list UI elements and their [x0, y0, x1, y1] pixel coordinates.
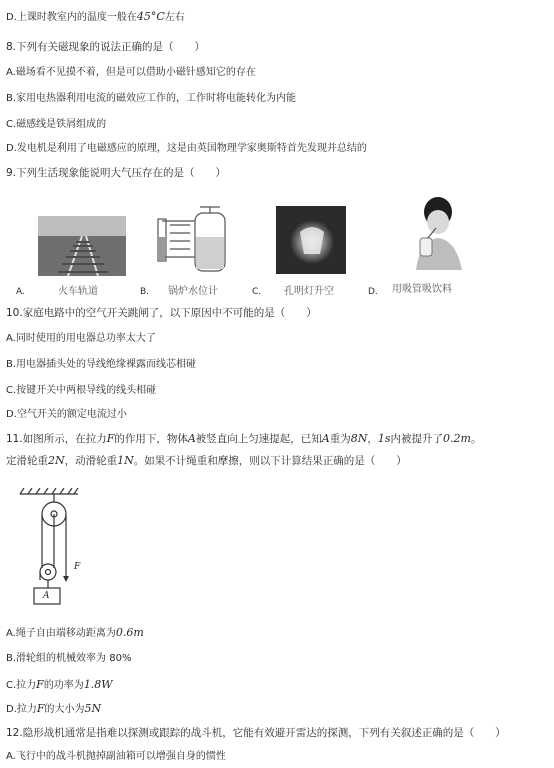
q8-option-b: B.家用电热器利用电流的磁效应工作的，工作时将电能转化为内能	[6, 93, 297, 104]
q10-stem: 10.家庭电路中的空气开关跳闸了，以下原因中不可能的是（ ）	[6, 307, 317, 319]
drinking-straw-photo	[410, 194, 468, 270]
q12-stem: 12.隐形战机通常是指难以探测或跟踪的战斗机，它能有效避开雷达的探测，下列有关叙述正确的是（ ）	[6, 727, 506, 739]
pulley-diagram	[16, 488, 106, 612]
q8-option-d: D.发电机是利用了电磁感应的原理，这是由英国物理学家奥斯特首先发现并总结的	[6, 143, 367, 154]
q9-caption-c: 孔明灯升空	[284, 286, 334, 297]
train-track-photo	[38, 216, 126, 276]
q11-option-c: C.拉力F的功率为1.8W	[6, 678, 113, 691]
q8-stem: 8.下列有关磁现象的说法正确的是（ ）	[6, 41, 206, 53]
q9-label-c: C.	[252, 287, 262, 297]
q12-option-a: A.飞行中的战斗机抛掉副油箱可以增强自身的惯性	[6, 751, 226, 762]
q10-option-d: D.空气开关的额定电流过小	[6, 409, 127, 420]
sky-lantern-photo	[276, 206, 346, 274]
q8-option-a: A.磁场看不见摸不着，但是可以借助小磁针感知它的存在	[6, 67, 256, 78]
q11-option-b: B.滑轮组的机械效率为 80%	[6, 653, 132, 664]
q9-stem: 9.下列生活现象能说明大气压存在的是（ ）	[6, 167, 227, 179]
q10-option-c: C.按键开关中两根导线的线头相碰	[6, 385, 157, 396]
q11-stem-line2: 定滑轮重2N，动滑轮重1N。如果不计绳重和摩擦，则以下计算结果正确的是（ ）	[6, 454, 407, 467]
q11-option-a: A.绳子自由端移动距离为0.6m	[6, 626, 144, 639]
q9-caption-a: 火车轨道	[58, 286, 98, 297]
q11-option-d: D.拉力F的大小为5N	[6, 702, 102, 715]
force-label-f: F	[74, 562, 81, 572]
q9-caption-b: 锅炉水位计	[168, 286, 218, 297]
q9-label-b: B.	[140, 287, 150, 297]
q9-label-a: A.	[16, 287, 25, 297]
block-label-a: A	[43, 591, 50, 601]
q7-option-d: D.上课时教室内的温度一般在45°C左右	[6, 10, 185, 23]
boiler-gauge-drawing	[150, 203, 240, 275]
q9-label-d: D.	[368, 287, 378, 297]
q10-option-a: A.同时使用的用电器总功率太大了	[6, 333, 156, 344]
q11-stem-line1: 11.如图所示，在拉力F的作用下，物体A被竖直向上匀速提起，已知A重为8N，1s内被提升了0.2m。	[6, 432, 482, 445]
q8-option-c: C.磁感线是铁屑组成的	[6, 119, 107, 130]
q9-caption-d: 用吸管吸饮料	[392, 284, 452, 295]
q10-option-b: B.用电器插头处的导线绝缘裸露而线芯相碰	[6, 359, 197, 370]
